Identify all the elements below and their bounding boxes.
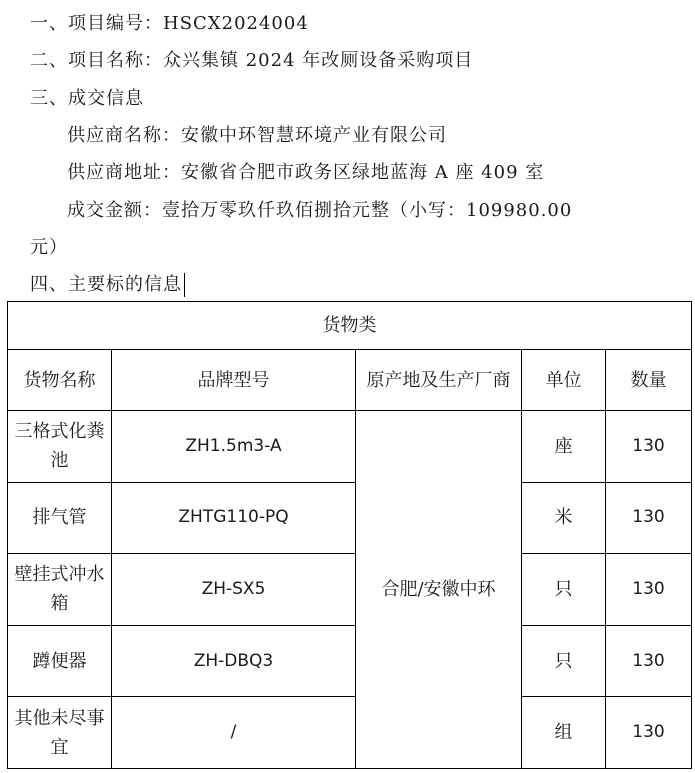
table-title-row bbox=[8, 302, 692, 350]
quantity-cell: 130 bbox=[606, 625, 692, 697]
goods-name-cell: 排气管 bbox=[8, 482, 112, 554]
brand-model-cell: ZH-SX5 bbox=[112, 554, 356, 626]
quantity-cell: 130 bbox=[606, 482, 692, 554]
header-unit: 单位 bbox=[522, 350, 606, 411]
brand-model-cell: ZH-DBQ3 bbox=[112, 625, 356, 697]
text-cursor bbox=[184, 273, 185, 297]
goods-name-cell: 壁挂式冲水箱 bbox=[8, 554, 112, 626]
project-number: 一、项目编号：HSCX2024004 bbox=[30, 13, 309, 34]
quantity-cell: 130 bbox=[606, 554, 692, 626]
table-row bbox=[8, 482, 692, 554]
header-goods-name: 货物名称 bbox=[8, 350, 112, 411]
main-subject-heading-line bbox=[30, 273, 185, 297]
quantity-cell: 130 bbox=[606, 410, 692, 482]
header-origin-manufacturer: 原产地及生产厂商 bbox=[356, 350, 522, 411]
origin-manufacturer-cell: 合肥/安徽中环 bbox=[356, 410, 522, 768]
table-header-row bbox=[8, 350, 692, 411]
header-brand-model: 品牌型号 bbox=[112, 350, 356, 411]
table-row bbox=[8, 697, 692, 769]
project-name: 二、项目名称：众兴集镇 2024 年改厕设备采购项目 bbox=[30, 50, 474, 71]
table-row bbox=[8, 625, 692, 697]
header-quantity: 数量 bbox=[606, 350, 692, 411]
main-subject-heading: 四、主要标的信息 bbox=[30, 274, 182, 295]
supplier-address: 供应商地址：安徽省合肥市政务区绿地蓝海 A 座 409 室 bbox=[67, 162, 545, 183]
table-title: 货物类 bbox=[8, 302, 692, 350]
brand-model-cell: ZHTG110-PQ bbox=[112, 482, 356, 554]
goods-name-cell: 蹲便器 bbox=[8, 625, 112, 697]
unit-cell: 组 bbox=[522, 697, 606, 769]
unit-cell: 座 bbox=[522, 410, 606, 482]
brand-model-cell: / bbox=[112, 697, 356, 769]
deal-amount: 成交金额：壹拾万零玖仟玖佰捌拾元整（小写：109980.00 bbox=[67, 200, 573, 221]
supplier-name: 供应商名称：安徽中环智慧环境产业有限公司 bbox=[67, 125, 447, 146]
goods-name-cell: 三格式化粪池 bbox=[8, 410, 112, 482]
table-row bbox=[8, 554, 692, 626]
deal-info-heading: 三、成交信息 bbox=[30, 88, 144, 109]
goods-table bbox=[7, 301, 692, 769]
unit-cell: 只 bbox=[522, 554, 606, 626]
brand-model-cell: ZH1.5m3-A bbox=[112, 410, 356, 482]
unit-cell: 米 bbox=[522, 482, 606, 554]
table-row bbox=[8, 410, 692, 482]
unit-cell: 只 bbox=[522, 625, 606, 697]
deal-amount-continued: 元） bbox=[30, 237, 68, 258]
goods-name-cell: 其他未尽事宜 bbox=[8, 697, 112, 769]
quantity-cell: 130 bbox=[606, 697, 692, 769]
